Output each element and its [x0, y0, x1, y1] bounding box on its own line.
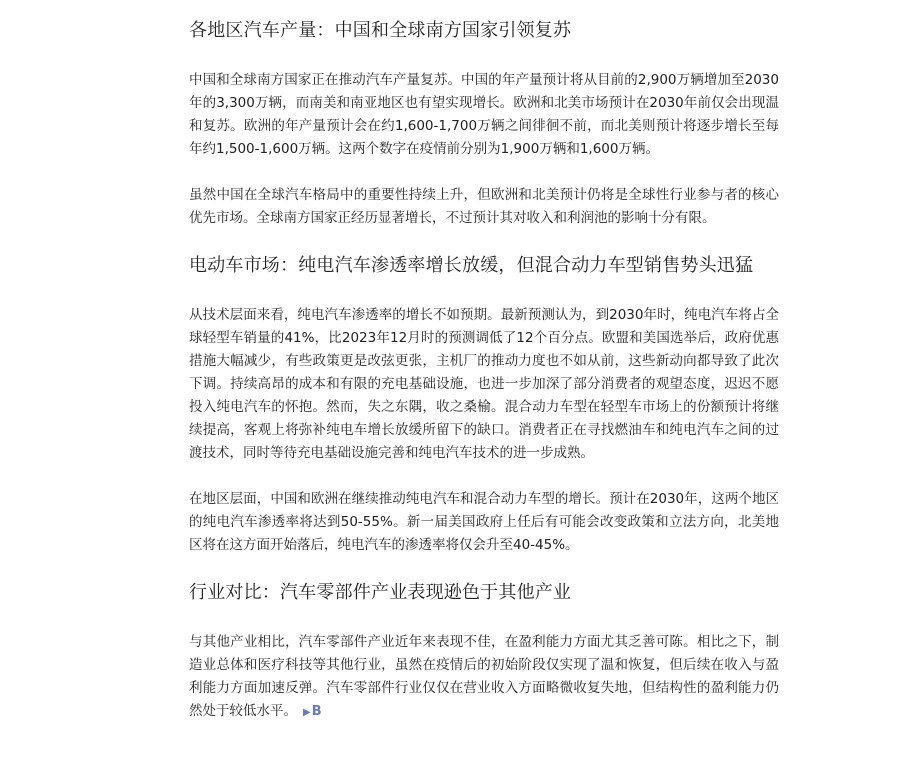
- section-ev-market: [189, 253, 779, 557]
- section-title: 各地区汽车产量：中国和全球南方国家引领复苏: [189, 20, 572, 41]
- section-title: 行业对比：汽车零部件产业表现逊色于其他产业: [189, 582, 572, 603]
- source-link-label: B: [311, 704, 322, 719]
- paragraph: 虽然中国在全球汽车格局中的重要性持续上升，但欧洲和北美预计仍将是全球性行业参与者的核心优先市场。全球南方国家正经历显著增长，不过预计其对收入和利润池的影响十分有限。: [189, 187, 779, 226]
- paragraph: 在地区层面，中国和欧洲在继续推动纯电汽车和混合动力车型的增长。预计在2030年，这两个地区的纯电汽车渗透率将达到50-55%。新一届美国政府上任后有可能会改变政策和立法方向，北美地区将在这方面开始落后，纯电汽车的渗透率将仅会升至40-45%。: [189, 491, 779, 553]
- section-title: 电动车市场：纯电汽车渗透率增长放缓，但混合动力车型销售势头迅猛: [189, 255, 754, 276]
- source-link[interactable]: [303, 704, 322, 719]
- play-arrow-icon: ▶: [303, 707, 311, 718]
- article: [189, 18, 779, 747]
- section-regional-production: [189, 18, 779, 230]
- paragraph-text: 与其他产业相比，汽车零部件产业近年来表现不佳，在盈利能力方面尤其乏善可陈。相比之下，制造业总体和医疗科技等其他行业，虽然在疫情后的初始阶段仅实现了温和恢复，但后续在收入与盈利能力方面加速反弹。汽车零部件行业仅仅在营业收入方面略微收复失地，但结构性的盈利能力仍然处于较低水平。: [189, 634, 779, 719]
- paragraph: 中国和全球南方国家正在推动汽车产量复苏。中国的年产量预计将从目前的2,900万辆增加至2030年的3,300万辆，而南美和南亚地区也有望实现增长。欧洲和北美市场预计在2030年前仅会出现温和复苏。欧洲的年产量预计会在约1,600-1,700万辆之间徘徊不前，而北美则预计将逐步增长至每年约1,500-1,600万辆。这两个数字在疫情前分别为1,900万辆和1,600万辆。: [189, 72, 779, 157]
- section-industry-comparison: [189, 580, 779, 724]
- paragraph: [189, 631, 779, 724]
- paragraph: 从技术层面来看，纯电汽车渗透率的增长不如预期。最新预测认为，到2030年时，纯电汽车将占全球轻型车销量的41%，比2023年12月时的预测调低了12个百分点。欧盟和美国选举后，政府优惠措施大幅减少，有些政策更是改弦更张，主机厂的推动力度也不如从前，这些新动向都导致了此次下调。持续高昂的成本和有限的充电基础设施，也进一步加深了部分消费者的观望态度，迟迟不愿投入纯电汽车的怀抱。然而，失之东隅，收之桑榆。混合动力车型在轻型车市场上的份额预计将继续提高，客观上将弥补纯电车增长放缓所留下的缺口。消费者正在寻找燃油车和纯电汽车之间的过渡技术，同时等待充电基础设施完善和纯电汽车技术的进一步成熟。: [189, 307, 779, 461]
